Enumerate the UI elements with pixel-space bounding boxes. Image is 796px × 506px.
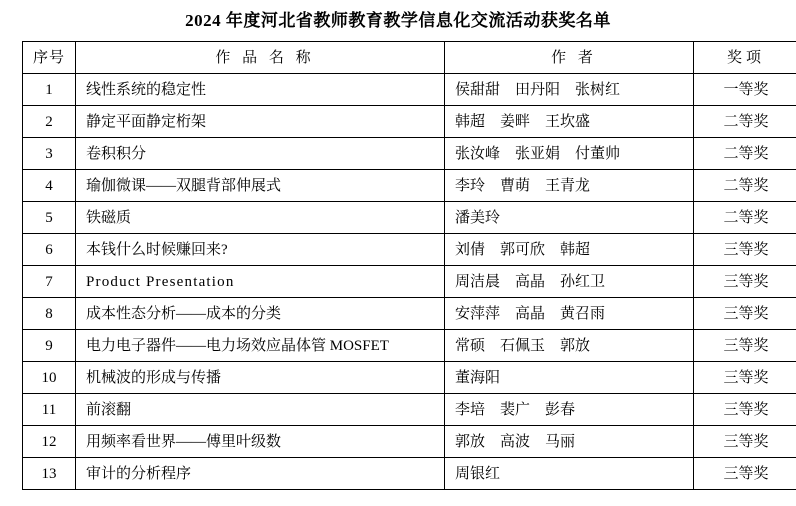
cell-no: 4 (23, 170, 76, 202)
column-header-no: 序号 (23, 42, 76, 74)
cell-no: 7 (23, 266, 76, 298)
table-row (23, 74, 796, 106)
cell-no: 8 (23, 298, 76, 330)
cell-prize: 二等奖 (694, 170, 796, 202)
cell-work: 审计的分析程序 (76, 458, 445, 490)
cell-work: 本钱什么时候赚回来? (76, 234, 445, 266)
cell-author: 刘倩 郭可欣 韩超 (445, 234, 694, 266)
cell-prize: 三等奖 (694, 266, 796, 298)
cell-author: 周洁晨 高晶 孙红卫 (445, 266, 694, 298)
cell-author: 韩超 姜畔 王坎盛 (445, 106, 694, 138)
cell-work: 线性系统的稳定性 (76, 74, 445, 106)
table-row (23, 394, 796, 426)
cell-no: 6 (23, 234, 76, 266)
cell-author: 郭放 高波 马丽 (445, 426, 694, 458)
table-row (23, 426, 796, 458)
cell-prize: 三等奖 (694, 234, 796, 266)
table-row (23, 234, 796, 266)
cell-no: 9 (23, 330, 76, 362)
cell-work: 静定平面静定桁架 (76, 106, 445, 138)
document-page (0, 11, 796, 506)
cell-author: 李玲 曹萌 王青龙 (445, 170, 694, 202)
column-header-author: 作 者 (445, 42, 694, 74)
cell-prize: 二等奖 (694, 106, 796, 138)
cell-work: 卷积积分 (76, 138, 445, 170)
cell-work: Product Presentation (76, 266, 445, 298)
cell-prize: 二等奖 (694, 202, 796, 234)
table-header-row (23, 42, 796, 74)
cell-prize: 三等奖 (694, 426, 796, 458)
cell-no: 2 (23, 106, 76, 138)
cell-prize: 三等奖 (694, 362, 796, 394)
table-row (23, 170, 796, 202)
cell-author: 常硕 石佩玉 郭放 (445, 330, 694, 362)
cell-no: 11 (23, 394, 76, 426)
cell-author: 董海阳 (445, 362, 694, 394)
table-body (23, 74, 796, 490)
cell-prize: 三等奖 (694, 394, 796, 426)
table-row (23, 106, 796, 138)
cell-no: 10 (23, 362, 76, 394)
cell-work: 铁磁质 (76, 202, 445, 234)
cell-author: 安萍萍 高晶 黄召雨 (445, 298, 694, 330)
cell-prize: 三等奖 (694, 458, 796, 490)
cell-author: 侯甜甜 田丹阳 张树红 (445, 74, 694, 106)
cell-work: 前滚翻 (76, 394, 445, 426)
cell-work: 用频率看世界——傅里叶级数 (76, 426, 445, 458)
cell-work: 瑜伽微课——双腿背部伸展式 (76, 170, 445, 202)
table-row (23, 202, 796, 234)
column-header-work: 作 品 名 称 (76, 42, 445, 74)
page-title: 2024 年度河北省教师教育教学信息化交流活动获奖名单 (22, 11, 774, 31)
cell-prize: 二等奖 (694, 138, 796, 170)
cell-no: 3 (23, 138, 76, 170)
table-row (23, 266, 796, 298)
cell-no: 1 (23, 74, 76, 106)
column-header-prize: 奖项 (694, 42, 796, 74)
cell-no: 12 (23, 426, 76, 458)
cell-author: 潘美玲 (445, 202, 694, 234)
table-row (23, 458, 796, 490)
cell-no: 13 (23, 458, 76, 490)
cell-author: 周银红 (445, 458, 694, 490)
cell-prize: 三等奖 (694, 298, 796, 330)
table-row (23, 362, 796, 394)
cell-work: 机械波的形成与传播 (76, 362, 445, 394)
cell-no: 5 (23, 202, 76, 234)
cell-work: 电力电子器件——电力场效应晶体管 MOSFET (76, 330, 445, 362)
cell-author: 张汝峰 张亚娟 付董帅 (445, 138, 694, 170)
cell-prize: 一等奖 (694, 74, 796, 106)
cell-prize: 三等奖 (694, 330, 796, 362)
cell-author: 李培 裴广 彭春 (445, 394, 694, 426)
award-list-table (22, 41, 796, 490)
table-row (23, 138, 796, 170)
table-row (23, 298, 796, 330)
cell-work: 成本性态分析——成本的分类 (76, 298, 445, 330)
table-header (23, 42, 796, 74)
table-row (23, 330, 796, 362)
